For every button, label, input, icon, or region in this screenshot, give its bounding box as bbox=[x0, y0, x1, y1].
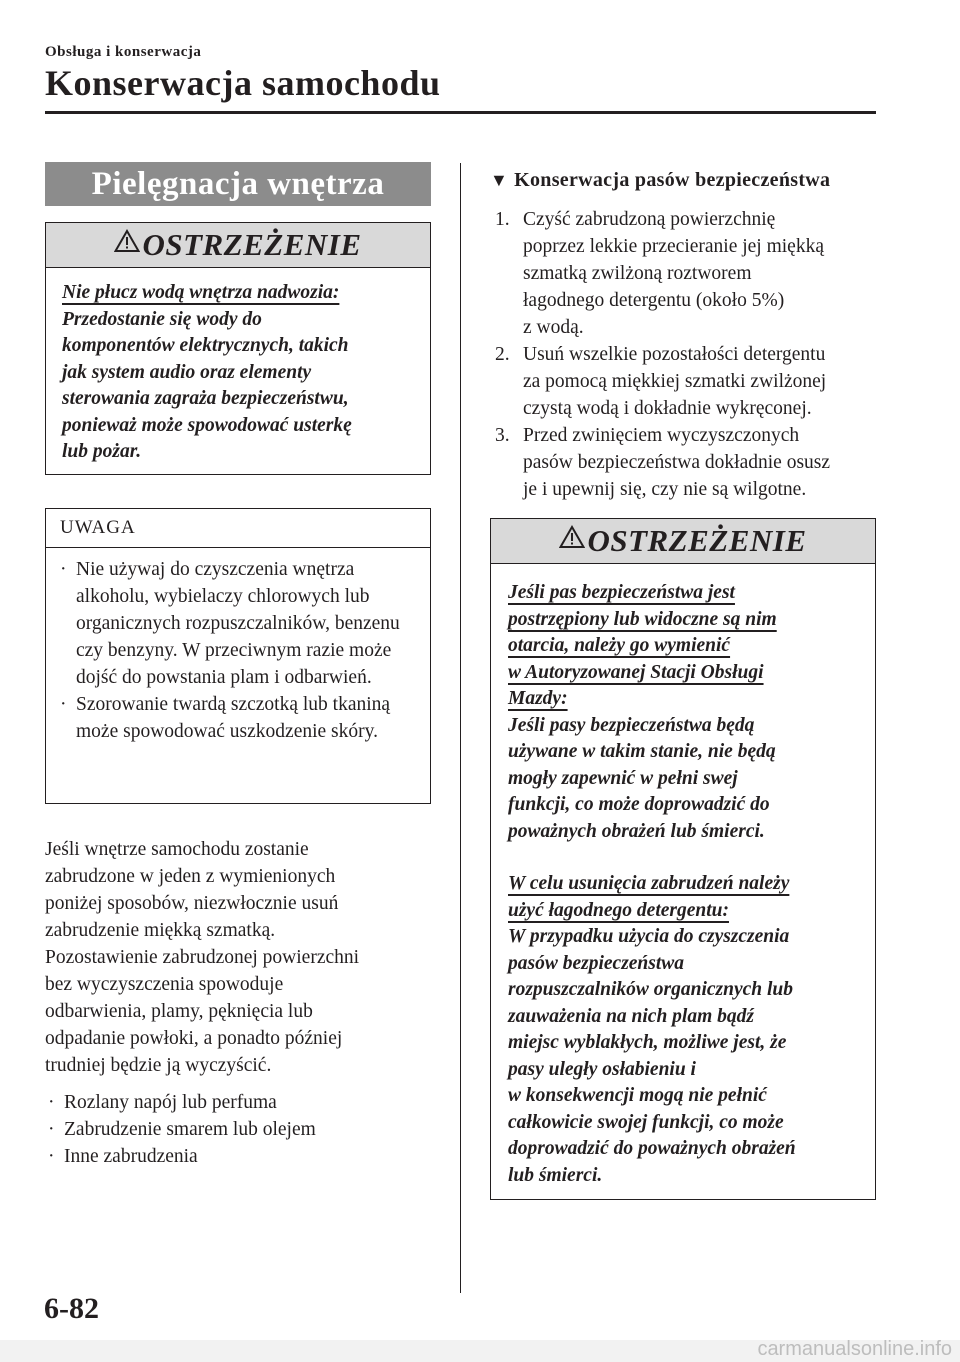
list-item: · Nie używaj do czyszczenia wnętrza alkoholu, wybielaczy chlorowych lub organicznych rozpuszczalników, benzenu czy benzyny. W przeciwnym razie może dojść do powstania plam i odbarwień. bbox=[60, 556, 416, 691]
warning-box-seatbelt bbox=[490, 518, 876, 1200]
warning-body-line: sterowania zagraża bezpieczeństwu, bbox=[62, 388, 349, 409]
column-divider bbox=[460, 163, 461, 1293]
title-rule bbox=[45, 111, 876, 114]
warning-body-line: lub pożar. bbox=[62, 441, 142, 462]
warning-heading-line: Nie płucz wodą wnętrza nadwozia: bbox=[62, 282, 340, 303]
watermark: carmanualsonline.info bbox=[757, 1338, 952, 1360]
paragraph-line: zabrudzone w jeden z wymienionych bbox=[45, 866, 336, 887]
paragraph-line: Jeśli wnętrze samochodu zostanie bbox=[45, 839, 309, 860]
subheading: ▼ Konserwacja pasów bezpieczeństwa bbox=[490, 169, 831, 191]
list-item: · Inne zabrudzenia bbox=[48, 1146, 198, 1167]
warning-triangle-icon bbox=[114, 229, 140, 253]
paragraph-line: Pozostawienie zabrudzonej powierzchni bbox=[45, 947, 360, 968]
warning-label: OSTRZEŻENIE bbox=[587, 523, 807, 558]
warning-box-interior bbox=[45, 222, 431, 475]
paragraph-line: odbarwienia, plamy, pęknięcia lub bbox=[45, 1001, 313, 1022]
warning-body-line: Przedostanie się wody do bbox=[62, 308, 262, 330]
page-title: Konserwacja samochodu bbox=[45, 63, 441, 103]
note-bullet-text: Szorowanie twardą szczotką lub tkaniną może spowodować uszkodzenie skóry. bbox=[76, 694, 391, 742]
breadcrumb: Obsługa i konserwacja bbox=[45, 44, 202, 60]
paragraph-line: poniżej sposobów, niezwłocznie usuń bbox=[45, 893, 339, 914]
warning-header bbox=[491, 519, 875, 564]
paragraph-line: bez wyczyszczenia spowoduje bbox=[45, 974, 284, 995]
warning-text bbox=[46, 268, 430, 466]
warning-header bbox=[46, 223, 430, 268]
stain-list bbox=[48, 1089, 448, 1170]
warning-body-line: komponentów elektrycznych, takich bbox=[62, 335, 349, 356]
note-body bbox=[46, 548, 430, 753]
paragraph-line: odpadanie powłoki, a ponadto później bbox=[45, 1028, 343, 1049]
list-item: · Szorowanie twardą szczotką lub tkaniną może spowodować uszkodzenie skóry. bbox=[60, 691, 416, 745]
note-bullet-text: Nie używaj do czyszczenia wnętrza alkoholu, wybielaczy chlorowych lub organicznych rozpuszczalników, benzenu czy benzyny. W przeciwnym razie może dojść do powstania plam i odbarwień. bbox=[76, 559, 400, 688]
warning-text: Jeśli pas bezpieczeństwa jest postrzępiony lub widoczne są nim otarcia, należy go wymienić w Autoryzowanej Stacji Obsługi Mazdy: Jeśli pasy bezpieczeństwa będą używane w takim stanie, nie będą mogły zapewnić w pełni swej funkcji, co może doprowadzić do poważnych obrażeń lub śmierci. W celu usunięcia zabrudzeń należy użyć łagodnego detergentu: W przypadku użycia do czyszczenia pasów bezpieczeństwa rozpuszczalników organicznych lub zauważenia na nich plam bądź miejsc wyblakłych, możliwe jest, że pasy uległy osłabieniu i w konsekwencji mogą nie pełnić całkowicie swojej funkcji, co może doprowadzić do poważnych obrażeń lub śmierci. bbox=[508, 582, 796, 1186]
paragraph-line: trudniej będzie ją wyczyścić. bbox=[45, 1055, 272, 1076]
note-label: UWAGA bbox=[46, 509, 430, 548]
body-paragraph bbox=[45, 836, 445, 1079]
steps-list bbox=[495, 206, 880, 503]
triangle-down-icon: ▼ bbox=[490, 170, 509, 190]
list-item: · Rozlany napój lub perfuma bbox=[48, 1092, 277, 1113]
warning-label: OSTRZEŻENIE bbox=[142, 227, 362, 262]
section-title: Pielęgnacja wnętrza bbox=[45, 162, 431, 206]
warning-body-line: ponieważ może spowodować usterkę bbox=[62, 414, 352, 436]
paragraph-line: zabrudzenie miękką szmatką. bbox=[45, 920, 276, 941]
list-item: 1. Czyść zabrudzoną powierzchnię poprzez lekkie przecieranie jej miękką szmatką zwilżoną roztworem łagodnego detergentu (około 5%) z wodą. bbox=[495, 209, 824, 338]
warning-body-line: jak system audio oraz elementy bbox=[62, 361, 312, 383]
page-number: 6-82 bbox=[44, 1292, 99, 1325]
list-item: 2. Usuń wszelkie pozostałości detergentu za pomocą miękkiej szmatki zwilżonej czystą wodą i dokładnie wykręconej. bbox=[495, 344, 827, 419]
warning-triangle-icon bbox=[559, 525, 585, 549]
list-item: · Zabrudzenie smarem lub olejem bbox=[48, 1119, 316, 1140]
note-box bbox=[45, 508, 431, 804]
list-item: 3. Przed zwinięciem wyczyszczonych pasów bezpieczeństwa dokładnie osusz je i upewnij się, czy nie są wilgotne. bbox=[495, 425, 831, 500]
